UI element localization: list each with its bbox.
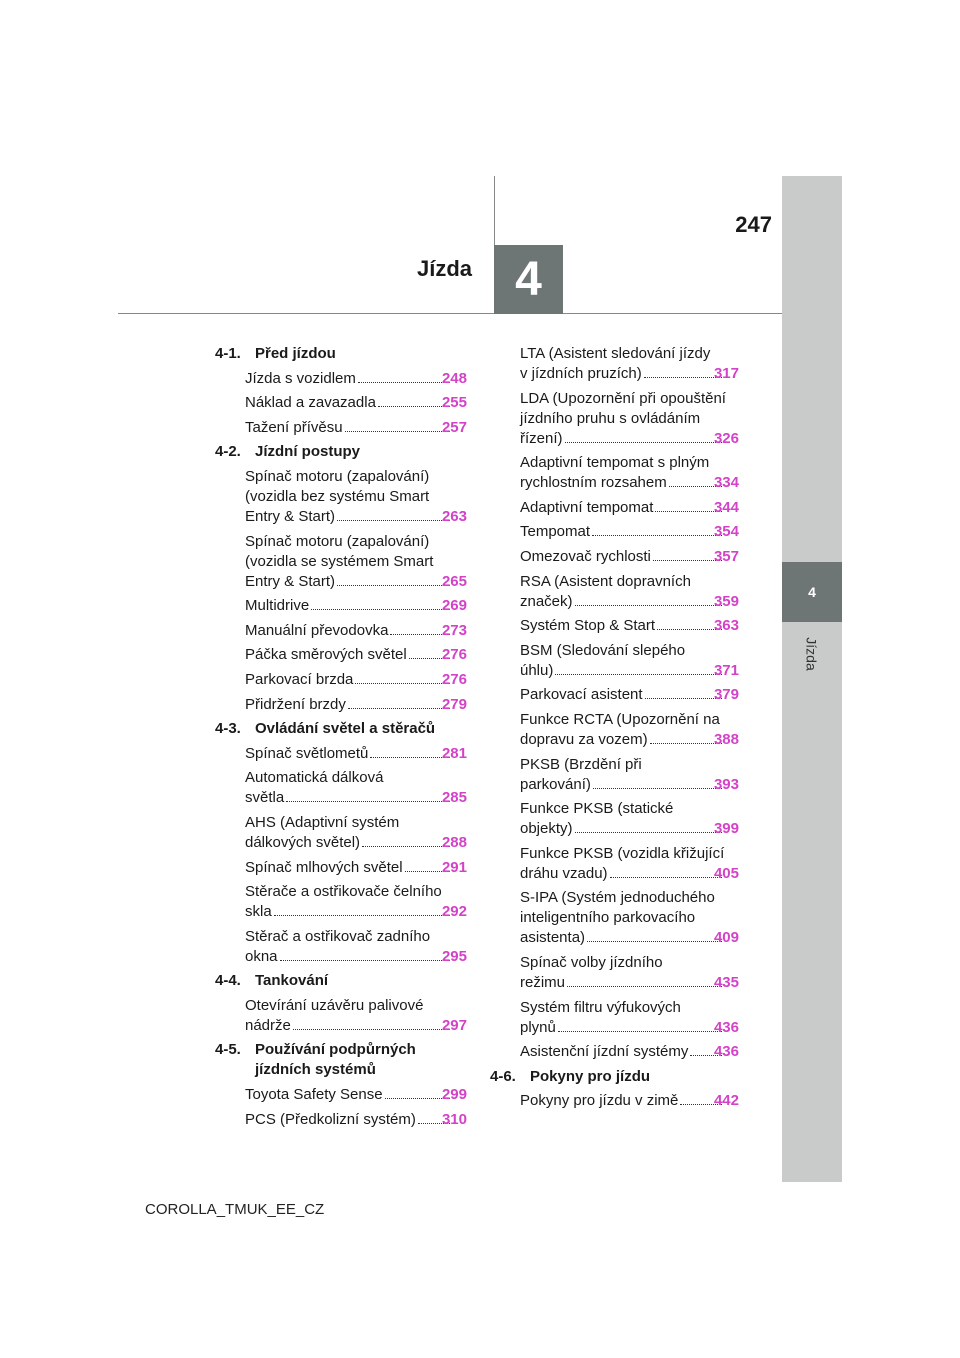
toc-entry[interactable] xyxy=(479,755,739,795)
toc-entry-line: Automatická dálková xyxy=(245,769,384,787)
toc-page-link[interactable]: 405 xyxy=(713,864,739,882)
toc-entry-label: objekty) xyxy=(520,820,573,838)
dot-leader xyxy=(293,1029,450,1030)
toc-entry[interactable] xyxy=(479,547,739,567)
toc-page-link[interactable]: 399 xyxy=(713,820,739,838)
section-number: 4-2. xyxy=(215,443,241,461)
chapter-side-label xyxy=(782,624,842,684)
toc-entry-page-line xyxy=(245,1085,467,1105)
toc-page-link[interactable]: 288 xyxy=(441,833,467,851)
toc-entry-page-line xyxy=(520,864,739,884)
dot-leader xyxy=(286,801,450,802)
dot-leader xyxy=(337,520,450,521)
section-number: 4-1. xyxy=(215,345,241,362)
dot-leader xyxy=(370,757,450,758)
toc-entry-label: režimu xyxy=(520,973,566,991)
dot-leader xyxy=(567,986,722,987)
toc-page-link[interactable]: 276 xyxy=(441,646,467,664)
toc-entry-label: parkování) xyxy=(520,775,591,793)
dot-leader xyxy=(575,605,722,606)
toc-page-link[interactable]: 297 xyxy=(441,1016,467,1034)
toc-entry[interactable] xyxy=(479,998,739,1038)
toc-entry-page-line xyxy=(520,1042,739,1062)
toc-page-link[interactable]: 273 xyxy=(441,621,467,639)
toc-entry-line: inteligentního parkovacího xyxy=(520,909,696,927)
dot-leader xyxy=(362,846,450,847)
toc-entry-page-line xyxy=(245,833,467,853)
toc-entry-label: plynů xyxy=(520,1018,556,1036)
toc-entry-page-line xyxy=(520,592,739,612)
toc-entry-label: Přidržení brzdy xyxy=(245,695,346,713)
section-title: Tankování xyxy=(255,972,329,990)
toc-entry[interactable] xyxy=(479,844,739,884)
dot-leader xyxy=(355,683,450,684)
toc-entry[interactable] xyxy=(479,522,739,542)
toc-entry[interactable] xyxy=(479,344,739,384)
toc-entry[interactable] xyxy=(204,858,467,878)
toc-entry-label: Omezovač rychlosti xyxy=(520,547,651,565)
dot-leader xyxy=(558,1031,722,1032)
toc-section-heading xyxy=(215,971,467,991)
dot-leader xyxy=(653,560,722,561)
toc-entry-label: Náklad a zavazadla xyxy=(245,394,376,412)
toc-page-link[interactable]: 363 xyxy=(713,617,739,635)
toc-entry[interactable] xyxy=(204,882,467,922)
toc-entry[interactable] xyxy=(204,418,467,438)
document-footer: COROLLA_TMUK_EE_CZ xyxy=(145,1201,325,1218)
toc-entry-line: Otevírání uzávěru palivové xyxy=(245,996,424,1014)
section-number: 4-3. xyxy=(215,720,241,738)
toc-entry-page-line xyxy=(245,858,467,878)
toc-left-column xyxy=(215,344,467,1134)
toc-page-link[interactable]: 436 xyxy=(713,1043,739,1061)
toc-entry-page-line xyxy=(520,364,739,384)
dot-leader xyxy=(575,832,722,833)
dot-leader xyxy=(274,915,450,916)
toc-entry-label: okna xyxy=(245,947,278,965)
toc-section-heading xyxy=(215,344,467,364)
dot-leader xyxy=(555,674,722,675)
section-title: Ovládání světel a stěračů xyxy=(255,720,436,738)
toc-entry-page-line xyxy=(245,572,467,592)
toc-entry-line: Stěrače a ostřikovače čelního xyxy=(245,883,442,901)
toc-page-link[interactable]: 285 xyxy=(441,789,467,807)
toc-page-link[interactable]: 279 xyxy=(441,695,467,713)
toc-page-link[interactable]: 344 xyxy=(713,498,739,516)
toc-page-link[interactable]: 295 xyxy=(441,947,467,965)
toc-entry-label: Pokyny pro jízdu v zimě xyxy=(520,1092,679,1110)
toc-entry[interactable] xyxy=(204,467,467,527)
toc-entry-label: v jízdních pruzích) xyxy=(520,365,642,382)
toc-page-link[interactable]: 436 xyxy=(713,1018,739,1036)
toc-entry[interactable] xyxy=(204,596,467,616)
toc-entry-line: (vozidla bez systému Smart xyxy=(245,487,430,505)
toc-page-link[interactable]: 257 xyxy=(441,418,467,436)
toc-entry-page-line xyxy=(520,775,739,795)
dot-leader xyxy=(657,629,722,630)
chapter-side-tab[interactable]: 4 xyxy=(782,562,842,622)
toc-entry-page-line xyxy=(245,744,467,764)
toc-entry-line: jízdního pruhu s ovládáním xyxy=(520,409,701,427)
toc-entry-label: Multidrive xyxy=(245,597,310,615)
toc-entry-label: Manuální převodovka xyxy=(245,621,389,639)
toc-entry[interactable] xyxy=(479,685,739,705)
toc-entry[interactable] xyxy=(479,572,739,612)
dot-leader xyxy=(348,708,450,709)
section-title: Pokyny pro jízdu xyxy=(530,1067,651,1085)
toc-entry-page-line xyxy=(520,473,739,493)
toc-section-heading xyxy=(215,1040,467,1080)
toc-entry-label: asistenta) xyxy=(520,929,586,947)
toc-page-link[interactable]: 269 xyxy=(441,597,467,615)
toc-entry[interactable] xyxy=(204,393,467,413)
toc-page-link[interactable]: 359 xyxy=(713,592,739,610)
toc-entry-page-line xyxy=(245,947,467,967)
toc-page-link[interactable]: 388 xyxy=(713,730,739,748)
toc-entry-line: LTA (Asistent sledování jízdy xyxy=(520,345,711,362)
toc-entry[interactable] xyxy=(479,616,739,636)
toc-page-link[interactable]: 281 xyxy=(441,744,467,762)
dot-leader xyxy=(587,941,722,942)
toc-entry[interactable] xyxy=(479,1042,739,1062)
toc-entry[interactable] xyxy=(479,498,739,518)
toc-entry-page-line xyxy=(520,730,739,750)
toc-entry[interactable] xyxy=(204,927,467,967)
toc-entry-page-line xyxy=(520,1091,739,1111)
toc-page-link[interactable]: 292 xyxy=(441,903,467,921)
toc-entry[interactable] xyxy=(204,813,467,853)
dot-leader xyxy=(311,609,450,610)
toc-entry[interactable] xyxy=(204,670,467,690)
toc-entry[interactable] xyxy=(479,1091,739,1111)
toc-entry-page-line xyxy=(520,498,739,518)
dot-leader xyxy=(337,585,450,586)
toc-entry-line: Funkce PKSB (vozidla křižující xyxy=(520,844,725,862)
dot-leader xyxy=(385,1098,450,1099)
dot-leader xyxy=(593,788,722,789)
dot-leader xyxy=(645,698,722,699)
toc-page-link[interactable]: 334 xyxy=(713,474,739,492)
toc-entry-label: světla xyxy=(245,789,285,807)
toc-entry-label: Entry & Start) xyxy=(245,507,336,525)
toc-entry-label: Systém Stop & Start xyxy=(520,617,656,635)
dot-leader xyxy=(592,535,722,536)
toc-page-link[interactable]: 326 xyxy=(713,429,739,447)
toc-page-link[interactable]: 263 xyxy=(441,507,467,525)
toc-page-link[interactable]: 248 xyxy=(441,369,467,387)
toc-entry-line: PKSB (Brzdění při xyxy=(520,755,642,773)
toc-entry-page-line xyxy=(520,819,739,839)
toc-entry[interactable] xyxy=(204,695,467,715)
toc-entry-line: AHS (Adaptivní systém xyxy=(245,813,400,831)
toc-entry-page-line xyxy=(520,685,739,705)
toc-entry[interactable] xyxy=(479,888,739,948)
toc-page-link[interactable]: 371 xyxy=(713,661,739,679)
toc-entry-line: Funkce RCTA (Upozornění na xyxy=(520,710,720,728)
toc-entry[interactable] xyxy=(204,369,467,389)
toc-entry[interactable] xyxy=(479,799,739,839)
toc-entry-line: Funkce PKSB (statické xyxy=(520,800,674,818)
toc-entry[interactable] xyxy=(479,641,739,681)
dot-leader xyxy=(655,511,722,512)
section-title: Používání podpůrných jízdních systémů xyxy=(255,1041,416,1079)
toc-entry[interactable] xyxy=(204,532,467,592)
toc-entry-page-line xyxy=(245,393,467,413)
toc-section-heading xyxy=(490,1067,739,1087)
toc-entry-label: značek) xyxy=(520,592,573,610)
toc-entry-label: dálkových světel) xyxy=(245,833,361,851)
toc-entry-page-line xyxy=(245,369,467,389)
toc-page-link[interactable]: 317 xyxy=(713,365,739,382)
header-vertical-rule xyxy=(494,176,495,246)
toc-entry-page-line xyxy=(520,522,739,542)
dot-leader xyxy=(280,960,450,961)
toc-entry[interactable] xyxy=(479,453,739,493)
toc-entry[interactable] xyxy=(479,953,739,993)
toc-entry-page-line xyxy=(245,596,467,616)
toc-entry[interactable] xyxy=(204,768,467,808)
toc-entry-label: úhlu) xyxy=(520,661,554,679)
toc-entry-page-line xyxy=(245,670,467,690)
toc-entry-label: rychlostním rozsahem xyxy=(520,474,667,492)
dot-leader xyxy=(610,877,722,878)
toc-entry-page-line xyxy=(245,695,467,715)
toc-entry-line: Spínač motoru (zapalování) xyxy=(245,532,430,550)
toc-entry-page-line xyxy=(245,902,467,922)
toc-entry-page-line xyxy=(245,507,467,527)
toc-entry-line: Adaptivní tempomat s plným xyxy=(520,454,710,472)
toc-right-column xyxy=(490,344,739,1116)
side-label-text: Jízda xyxy=(804,637,820,671)
toc-page-link[interactable]: 291 xyxy=(441,858,467,876)
toc-entry-page-line xyxy=(245,1016,467,1036)
toc-entry-page-line xyxy=(520,547,739,567)
toc-page-link[interactable]: 409 xyxy=(713,929,739,947)
toc-section-heading xyxy=(215,442,467,462)
toc-entry-page-line xyxy=(245,1110,467,1130)
toc-entry[interactable] xyxy=(204,744,467,764)
dot-leader xyxy=(358,382,450,383)
section-number: 4-6. xyxy=(490,1067,516,1085)
toc-entry-label: PCS (Předkolizní systém) xyxy=(245,1110,416,1128)
toc-entry-label: dopravu za vozem) xyxy=(520,730,648,748)
toc-entry-label: Parkovací brzda xyxy=(245,670,354,688)
toc-entry-page-line xyxy=(520,661,739,681)
toc-page-link[interactable]: 255 xyxy=(441,394,467,412)
toc-entry-page-line xyxy=(520,973,739,993)
chapter-title: Jízda xyxy=(416,256,472,281)
dot-leader xyxy=(378,406,450,407)
toc-entry-label: Asistenční jízdní systémy xyxy=(520,1043,689,1061)
toc-page-link[interactable]: 379 xyxy=(713,686,739,704)
toc-entry-label: skla xyxy=(245,903,272,921)
toc-page-link[interactable]: 265 xyxy=(441,572,467,590)
toc-page-link[interactable]: 442 xyxy=(713,1092,739,1110)
toc-entry[interactable] xyxy=(204,1110,467,1130)
section-number: 4-5. xyxy=(215,1041,241,1059)
toc-page-link[interactable]: 299 xyxy=(441,1086,467,1104)
toc-entry-label: Tempomat xyxy=(520,523,591,541)
toc-entry-page-line xyxy=(520,429,739,449)
toc-page-link[interactable]: 276 xyxy=(441,670,467,688)
toc-entry-line: (vozidla se systémem Smart xyxy=(245,552,434,570)
page-number: 247 xyxy=(735,212,772,237)
toc-entry-page-line xyxy=(520,616,739,636)
toc-entry-line: RSA (Asistent dopravních xyxy=(520,572,691,590)
toc-entry-label: Jízda s vozidlem xyxy=(245,369,356,387)
toc-entry-label: Adaptivní tempomat xyxy=(520,498,654,516)
toc-entry-label: Parkovací asistent xyxy=(520,686,643,704)
toc-section-heading xyxy=(215,719,467,739)
toc-entry[interactable] xyxy=(479,389,739,449)
toc-entry[interactable] xyxy=(479,710,739,750)
toc-entry-label: Páčka směrových světel xyxy=(245,646,407,664)
toc-entry-line: Stěrač a ostřikovač zadního xyxy=(245,927,431,945)
toc-entry-page-line xyxy=(245,788,467,808)
toc-entry-label: nádrže xyxy=(245,1016,291,1034)
toc-entry-label: Toyota Safety Sense xyxy=(245,1086,383,1104)
toc-entry-line: Spínač volby jízdního xyxy=(520,953,663,971)
toc-page-link[interactable]: 310 xyxy=(441,1110,467,1128)
dot-leader xyxy=(345,431,450,432)
chapter-number-box: 4 xyxy=(494,245,563,314)
dot-leader xyxy=(565,442,722,443)
toc-entry-label: Spínač světlometů xyxy=(245,744,369,762)
toc-entry-line: Spínač motoru (zapalování) xyxy=(245,467,430,485)
toc-entry-page-line xyxy=(245,621,467,641)
toc-entry-page-line xyxy=(245,645,467,665)
section-title: Jízdní postupy xyxy=(255,443,360,461)
dot-leader xyxy=(644,377,722,378)
toc-entry[interactable] xyxy=(204,1085,467,1105)
toc-entry-line: BSM (Sledování slepého xyxy=(520,641,686,659)
toc-entry-label: Entry & Start) xyxy=(245,572,336,590)
toc-page-link[interactable]: 357 xyxy=(713,547,739,565)
toc-page-link[interactable]: 393 xyxy=(713,775,739,793)
toc-entry[interactable] xyxy=(204,996,467,1036)
section-title: Před jízdou xyxy=(255,345,336,362)
toc-entry[interactable] xyxy=(204,621,467,641)
toc-entry-label: Tažení přívěsu xyxy=(245,418,343,436)
toc-page-link[interactable]: 435 xyxy=(713,973,739,991)
toc-entry-line: Systém filtru výfukových xyxy=(520,998,681,1016)
toc-entry-page-line xyxy=(245,418,467,438)
toc-entry-label: řízení) xyxy=(520,429,563,447)
section-number: 4-4. xyxy=(215,972,241,990)
toc-entry-page-line xyxy=(520,928,739,948)
toc-entry-line: LDA (Upozornění při opouštění xyxy=(520,389,726,407)
toc-entry[interactable] xyxy=(204,645,467,665)
dot-leader xyxy=(650,743,722,744)
toc-page-link[interactable]: 354 xyxy=(713,523,739,541)
header-horizontal-rule xyxy=(118,313,782,314)
toc-entry-label: Spínač mlhových světel xyxy=(245,858,403,876)
toc-entry-label: dráhu vzadu) xyxy=(520,864,608,882)
toc-entry-page-line xyxy=(520,1018,739,1038)
toc-entry-line: S-IPA (Systém jednoduchého xyxy=(520,889,715,907)
